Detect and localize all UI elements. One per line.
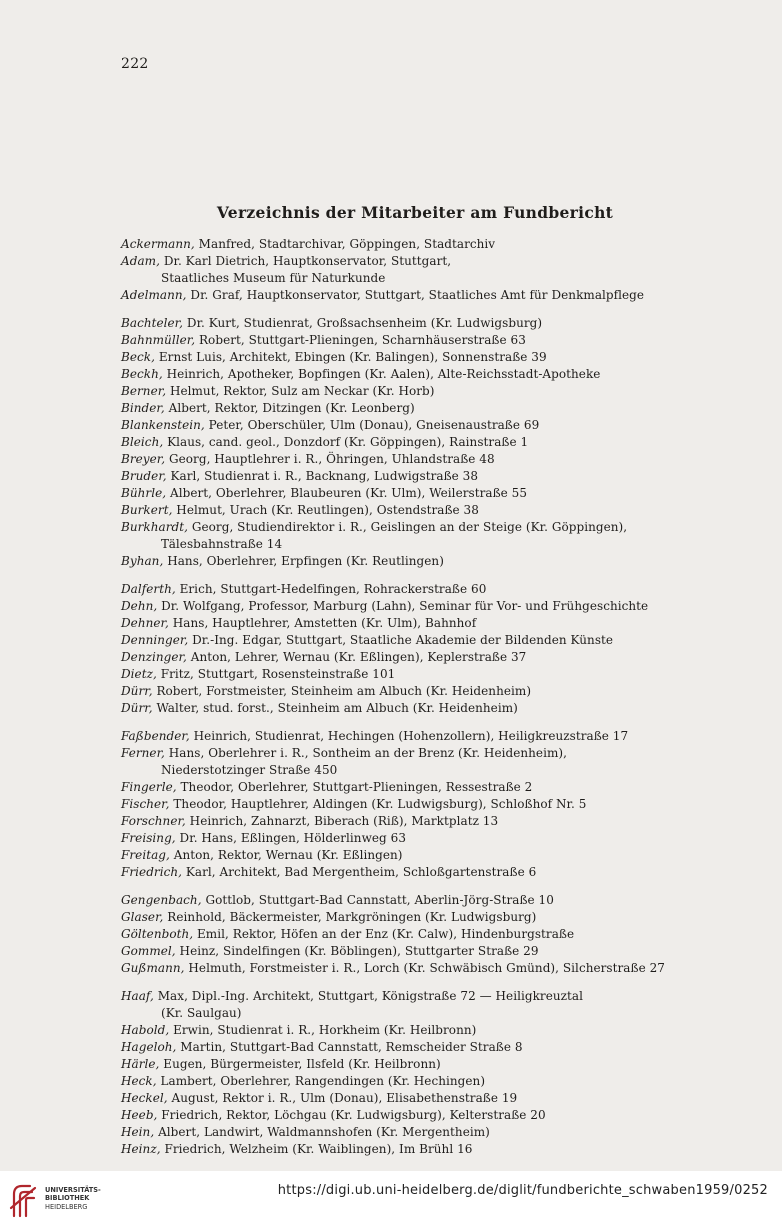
contributor-entry — [121, 366, 721, 383]
contributor-name: Gommel, — [121, 944, 176, 958]
contributor-entry — [121, 287, 721, 304]
contributor-details: Heinrich, Zahnarzt, Biberach (Riß), Marktplatz 13 — [185, 814, 499, 828]
contributor-details: Klaus, cand. geol., Donzdorf (Kr. Göppingen), Rainstraße 1 — [163, 435, 529, 449]
contributor-name: Denzinger, — [121, 650, 187, 664]
contributor-details-continued: Staatliches Museum für Naturkunde — [161, 271, 386, 285]
contributor-entry — [121, 864, 721, 881]
contributor-details: Hans, Oberlehrer, Erpfingen (Kr. Reutlingen) — [163, 554, 444, 568]
contributor-details-continued: Niederstotzinger Straße 450 — [161, 763, 338, 777]
contributor-details: Gottlob, Stuttgart-Bad Cannstatt, Aberlin-Jörg-Straße 10 — [201, 893, 554, 907]
contributor-name: Dürr, — [121, 684, 153, 698]
contributor-name: Bruder, — [121, 469, 167, 483]
contributor-entry — [121, 1073, 721, 1090]
contributor-entry — [121, 988, 721, 1022]
contributor-details: Walter, stud. forst., Steinheim am Albuch (Kr. Heidenheim) — [152, 701, 518, 715]
contributor-name: Adelmann, — [121, 288, 187, 302]
contributor-entry — [121, 1090, 721, 1107]
contributor-entry — [121, 485, 721, 502]
contributor-details: Manfred, Stadtarchivar, Göppingen, Stadtarchiv — [194, 237, 496, 251]
contributor-name: Gengenbach, — [121, 893, 202, 907]
contributor-name: Dietz, — [121, 667, 157, 681]
contributor-name: Beck, — [121, 350, 155, 364]
contributor-details: Fritz, Stuttgart, Rosensteinstraße 101 — [156, 667, 396, 681]
contributor-name: Beckh, — [121, 367, 163, 381]
contributor-name: Faßbender, — [121, 729, 190, 743]
contributor-name: Dehner, — [121, 616, 169, 630]
contributor-name: Bührle, — [121, 486, 167, 500]
contributor-entry — [121, 649, 721, 666]
entry-group — [121, 892, 721, 977]
contributor-entry — [121, 943, 721, 960]
contributor-entry — [121, 253, 721, 287]
contributor-details: Friedrich, Rektor, Löchgau (Kr. Ludwigsburg), Kelterstraße 20 — [157, 1108, 546, 1122]
contributor-name: Dürr, — [121, 701, 153, 715]
contributor-details: Eugen, Bürgermeister, Ilsfeld (Kr. Heilbronn) — [159, 1057, 441, 1071]
contributor-details: Reinhold, Bäckermeister, Markgröningen (Kr. Ludwigsburg) — [163, 910, 537, 924]
contributor-details: August, Rektor i. R., Ulm (Donau), Elisabethenstraße 19 — [167, 1091, 518, 1105]
contributor-details: Albert, Oberlehrer, Blaubeuren (Kr. Ulm), Weilerstraße 55 — [166, 486, 528, 500]
contributor-name: Fischer, — [121, 797, 170, 811]
contributor-entry — [121, 519, 721, 553]
contributor-details: Max, Dipl.-Ing. Architekt, Stuttgart, Königstraße 72 — Heiligkreuztal — [153, 989, 583, 1003]
entry-group — [121, 581, 721, 717]
contributor-details: Karl, Studienrat i. R., Backnang, Ludwigstraße 38 — [166, 469, 479, 483]
entry-group — [121, 988, 721, 1158]
contributor-details: Dr. Hans, Eßlingen, Hölderlinweg 63 — [175, 831, 407, 845]
library-line-3: HEIDELBERG — [45, 1202, 88, 1211]
contributor-details: Heinz, Sindelfingen (Kr. Böblingen), Stuttgarter Straße 29 — [175, 944, 539, 958]
contributor-entry — [121, 502, 721, 519]
contributor-name: Habold, — [121, 1023, 170, 1037]
contributor-entry — [121, 417, 721, 434]
contributor-name: Forschner, — [121, 814, 186, 828]
contributor-entry — [121, 632, 721, 649]
page-heading: Verzeichnis der Mitarbeiter am Fundbericht — [216, 203, 614, 222]
contributor-entry — [121, 926, 721, 943]
contributor-details: Georg, Studiendirektor i. R., Geislingen an der Steige (Kr. Göppingen), — [188, 520, 628, 534]
contributor-entry — [121, 315, 721, 332]
contributor-name: Burkhardt, — [121, 520, 188, 534]
contributor-name: Dehn, — [121, 599, 158, 613]
contributor-name: Gußmann, — [121, 961, 185, 975]
contributor-name: Blankenstein, — [121, 418, 205, 432]
contributor-name: Freising, — [121, 831, 176, 845]
contributor-details: Georg, Hauptlehrer i. R., Öhringen, Uhlandstraße 48 — [165, 452, 495, 466]
contributor-details: Hans, Oberlehrer i. R., Sontheim an der Brenz (Kr. Heidenheim), — [164, 746, 567, 760]
contributor-name: Ackermann, — [121, 237, 195, 251]
contributor-details: Anton, Lehrer, Wernau (Kr. Eßlingen), Keplerstraße 37 — [186, 650, 527, 664]
contributor-entry — [121, 960, 721, 977]
contributor-details: Heinrich, Studienrat, Hechingen (Hohenzollern), Heiligkreuzstraße 17 — [189, 729, 629, 743]
contributor-entry — [121, 1107, 721, 1124]
contributor-entry — [121, 1022, 721, 1039]
contributor-name: Hageloh, — [121, 1040, 177, 1054]
contributor-entry — [121, 796, 721, 813]
contributor-entry — [121, 1039, 721, 1056]
contributor-name: Breyer, — [121, 452, 166, 466]
contributor-entry — [121, 332, 721, 349]
contributor-entry — [121, 400, 721, 417]
contributor-details: Robert, Forstmeister, Steinheim am Albuch (Kr. Heidenheim) — [152, 684, 532, 698]
ub-heidelberg-logo-icon — [8, 1180, 38, 1220]
contributor-details: Albert, Rektor, Ditzingen (Kr. Leonberg) — [164, 401, 415, 415]
contributor-name: Byhan, — [121, 554, 164, 568]
contributor-list — [121, 236, 721, 1169]
entry-group — [121, 236, 721, 304]
contributor-details: Theodor, Oberlehrer, Stuttgart-Plieningen, Ressestraße 2 — [176, 780, 533, 794]
contributor-entry — [121, 847, 721, 864]
contributor-name: Haaf, — [121, 989, 154, 1003]
entry-group — [121, 315, 721, 570]
contributor-details: Helmut, Rektor, Sulz am Neckar (Kr. Horb) — [166, 384, 435, 398]
contributor-name: Heinz, — [121, 1142, 161, 1156]
contributor-name: Bachteler, — [121, 316, 184, 330]
library-line-2: BIBLIOTHEK — [45, 1194, 90, 1203]
contributor-name: Berner, — [121, 384, 167, 398]
contributor-name: Göltenboth, — [121, 927, 194, 941]
contributor-entry — [121, 468, 721, 485]
contributor-entry — [121, 553, 721, 570]
contributor-name: Heeb, — [121, 1108, 158, 1122]
contributor-details-continued: Tälesbahnstraße 14 — [161, 537, 283, 551]
contributor-entry — [121, 700, 721, 717]
contributor-name: Denninger, — [121, 633, 189, 647]
contributor-details: Albert, Landwirt, Waldmannshofen (Kr. Mergentheim) — [154, 1125, 490, 1139]
contributor-name: Hein, — [121, 1125, 155, 1139]
contributor-entry — [121, 779, 721, 796]
contributor-details: Martin, Stuttgart-Bad Cannstatt, Remscheider Straße 8 — [176, 1040, 523, 1054]
page-number: 222 — [121, 56, 149, 72]
library-line-1: UNIVERSITÄTS- — [45, 1186, 101, 1194]
contributor-name: Glaser, — [121, 910, 164, 924]
contributor-entry — [121, 383, 721, 400]
contributor-details: Helmut, Urach (Kr. Reutlingen), Ostendstraße 38 — [172, 503, 479, 517]
contributor-details: Erwin, Studienrat i. R., Horkheim (Kr. Heilbronn) — [169, 1023, 477, 1037]
contributor-details: Peter, Oberschüler, Ulm (Donau), Gneisenaustraße 69 — [204, 418, 540, 432]
library-name — [45, 1186, 101, 1211]
contributor-details: Friedrich, Welzheim (Kr. Waiblingen), Im Brühl 16 — [160, 1142, 473, 1156]
contributor-details: Erich, Stuttgart-Hedelfingen, Rohrackerstraße 60 — [175, 582, 487, 596]
contributor-name: Heckel, — [121, 1091, 168, 1105]
contributor-details: Dr. Graf, Hauptkonservator, Stuttgart, Staatliches Amt für Denkmalpflege — [186, 288, 645, 302]
contributor-name: Ferner, — [121, 746, 165, 760]
contributor-entry — [121, 451, 721, 468]
contributor-details: Robert, Stuttgart-Plieningen, Scharnhäuserstraße 63 — [195, 333, 526, 347]
contributor-details: Dr. Karl Dietrich, Hauptkonservator, Stuttgart, — [159, 254, 452, 268]
contributor-name: Dalferth, — [121, 582, 176, 596]
contributor-entry — [121, 615, 721, 632]
contributor-details: Helmuth, Forstmeister i. R., Lorch (Kr. Schwäbisch Gmünd), Silcherstraße 27 — [184, 961, 665, 975]
contributor-name: Heck, — [121, 1074, 157, 1088]
contributor-details: Lambert, Oberlehrer, Rangendingen (Kr. Hechingen) — [156, 1074, 486, 1088]
contributor-name: Härle, — [121, 1057, 160, 1071]
contributor-entry — [121, 728, 721, 745]
contributor-details: Heinrich, Apotheker, Bopfingen (Kr. Aalen), Alte-Reichsstadt-Apotheke — [162, 367, 601, 381]
contributor-entry — [121, 666, 721, 683]
contributor-name: Friedrich, — [121, 865, 183, 879]
contributor-entry — [121, 1124, 721, 1141]
contributor-name: Burkert, — [121, 503, 173, 517]
contributor-entry — [121, 434, 721, 451]
contributor-entry — [121, 598, 721, 615]
contributor-entry — [121, 581, 721, 598]
contributor-name: Adam, — [121, 254, 160, 268]
contributor-details: Theodor, Hauptlehrer, Aldingen (Kr. Ludwigsburg), Schloßhof Nr. 5 — [169, 797, 587, 811]
source-url-link[interactable]: https://digi.ub.uni-heidelberg.de/diglit/fundberichte_schwaben1959/0252 — [277, 1183, 768, 1198]
contributor-entry — [121, 830, 721, 847]
contributor-details-continued: (Kr. Saulgau) — [161, 1006, 242, 1020]
contributor-entry — [121, 813, 721, 830]
contributor-details: Dr.-Ing. Edgar, Stuttgart, Staatliche Akademie der Bildenden Künste — [188, 633, 614, 647]
contributor-details: Dr. Kurt, Studienrat, Großsachsenheim (Kr. Ludwigsburg) — [183, 316, 543, 330]
contributor-name: Bahnmüller, — [121, 333, 196, 347]
contributor-details: Emil, Rektor, Höfen an der Enz (Kr. Calw), Hindenburgstraße — [193, 927, 575, 941]
contributor-name: Freitag, — [121, 848, 170, 862]
contributor-entry — [121, 892, 721, 909]
contributor-details: Anton, Rektor, Wernau (Kr. Eßlingen) — [169, 848, 403, 862]
contributor-entry — [121, 909, 721, 926]
contributor-name: Bleich, — [121, 435, 164, 449]
contributor-details: Ernst Luis, Architekt, Ebingen (Kr. Balingen), Sonnenstraße 39 — [154, 350, 547, 364]
contributor-entry — [121, 745, 721, 779]
contributor-details: Dr. Wolfgang, Professor, Marburg (Lahn), Seminar für Vor- und Frühgeschichte — [157, 599, 649, 613]
footer-bar — [0, 1171, 782, 1228]
contributor-details: Karl, Architekt, Bad Mergentheim, Schloßgartenstraße 6 — [182, 865, 537, 879]
contributor-entry — [121, 683, 721, 700]
entry-group — [121, 728, 721, 881]
contributor-entry — [121, 236, 721, 253]
contributor-name: Binder, — [121, 401, 165, 415]
contributor-details: Hans, Hauptlehrer, Amstetten (Kr. Ulm), Bahnhof — [168, 616, 477, 630]
contributor-entry — [121, 1056, 721, 1073]
contributor-entry — [121, 349, 721, 366]
contributor-entry — [121, 1141, 721, 1158]
contributor-name: Fingerle, — [121, 780, 177, 794]
